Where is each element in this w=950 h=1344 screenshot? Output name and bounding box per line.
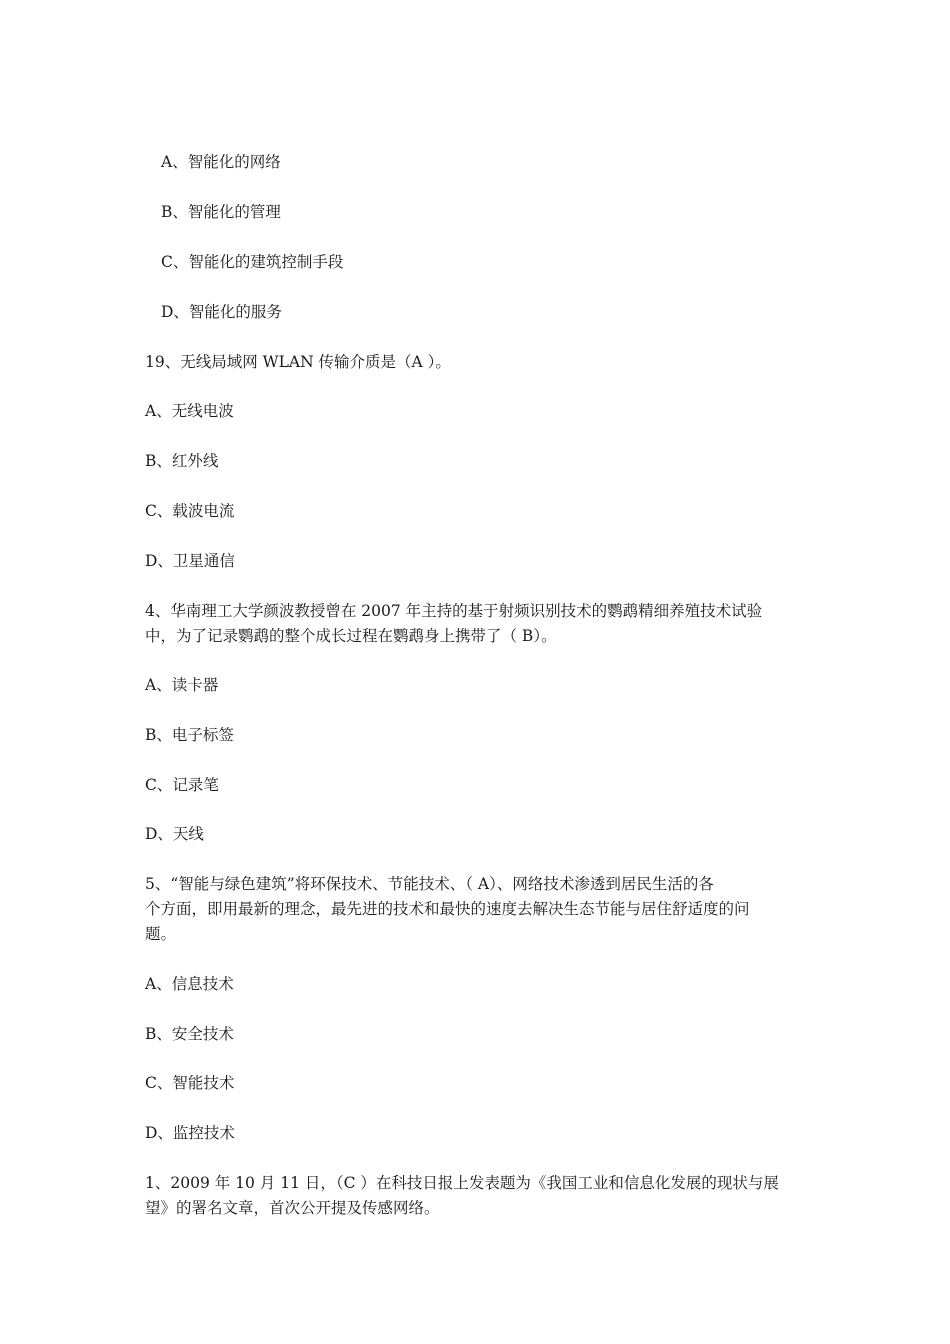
question-line: 望》的署名文章，首次公开提及传感网络。 — [145, 1199, 440, 1217]
option-line: B、安全技术 — [145, 1025, 234, 1043]
question-line: 题。 — [145, 925, 177, 943]
question-line: 个方面，即用最新的理念，最先进的技术和最快的速度去解决生态节能与居住舒适度的问 — [145, 900, 750, 918]
option-line: A、读卡器 — [145, 676, 219, 694]
option-line: B、智能化的管理 — [161, 203, 281, 221]
question-line: 中，为了记录鹦鹉的整个成长过程在鹦鹉身上携带了（ B）。 — [145, 627, 557, 645]
question-line: 19、无线局域网 WLAN 传输介质是（A ）。 — [145, 353, 451, 371]
option-line: A、智能化的网络 — [161, 153, 281, 171]
option-line: C、记录笔 — [145, 776, 219, 794]
question-line: 1、2009 年 10 月 11 日，（C ）在科技日报上发表题为《我国工业和信息化发展的现状与展 — [145, 1174, 779, 1192]
option-line: B、红外线 — [145, 452, 219, 470]
question-line: 4、华南理工大学颜波教授曾在 2007 年主持的基于射频识别技术的鹦鹉精细养殖技术试验 — [145, 602, 763, 620]
option-line: B、电子标签 — [145, 726, 234, 744]
option-line: C、智能化的建筑控制手段 — [161, 253, 344, 271]
option-line: D、天线 — [145, 825, 204, 843]
option-line: D、卫星通信 — [145, 552, 235, 570]
question-line: 5、“智能与绿色建筑”将环保技术、节能技术、（ A）、网络技术渗透到居民生活的各 — [145, 875, 714, 893]
option-line: D、智能化的服务 — [161, 303, 282, 321]
option-line: A、信息技术 — [145, 975, 234, 993]
option-line: A、无线电波 — [145, 402, 234, 420]
option-line: D、监控技术 — [145, 1124, 235, 1142]
option-line: C、智能技术 — [145, 1074, 235, 1092]
option-line: C、载波电流 — [145, 502, 235, 520]
